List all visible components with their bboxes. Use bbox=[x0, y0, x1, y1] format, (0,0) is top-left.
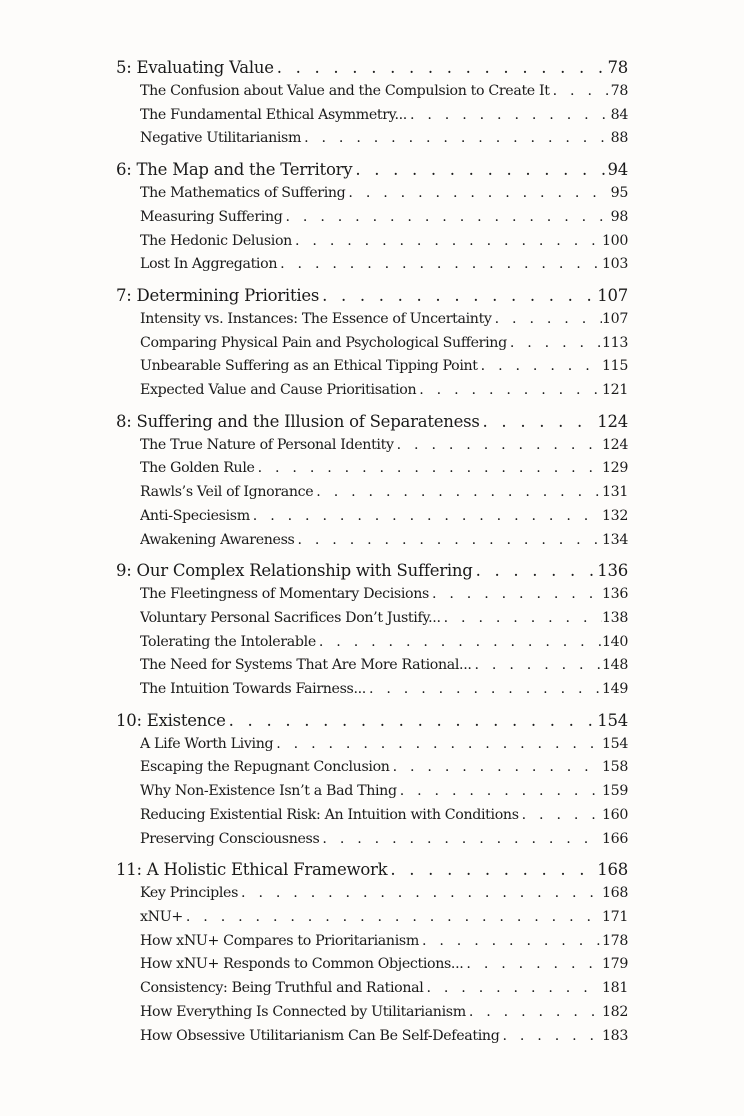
section-entry bbox=[140, 206, 628, 230]
chapter-entry bbox=[116, 158, 628, 182]
section-entry-title: Tolerating the Intolerable bbox=[140, 633, 316, 650]
chapter-entry bbox=[116, 56, 628, 80]
toc-chapter bbox=[116, 709, 628, 852]
dot-leader bbox=[394, 434, 602, 458]
section-entry bbox=[140, 505, 628, 529]
chapter-entry-title: 6: The Map and the Territory bbox=[116, 160, 353, 180]
section-entry-title: Voluntary Personal Sacrifices Don’t Justify... bbox=[140, 609, 441, 626]
section-entry-page-number: 148 bbox=[601, 657, 628, 674]
section-entry-title: Unbearable Suffering as an Ethical Tipping Point bbox=[140, 358, 478, 375]
chapter-entry-title: 10: Existence bbox=[116, 710, 226, 730]
section-entry-title: How Everything Is Connected by Utilitarianism bbox=[140, 1003, 466, 1020]
section-entry-title: The True Nature of Personal Identity bbox=[140, 436, 394, 453]
chapter-entry-page-number: 107 bbox=[597, 285, 628, 305]
section-entry-title: The Need for Systems That Are More Rational... bbox=[140, 657, 472, 674]
section-entry bbox=[140, 977, 628, 1001]
section-entry-page-number: 160 bbox=[601, 806, 628, 823]
section-entry-page-number: 181 bbox=[601, 980, 628, 997]
section-entry-title: How xNU+ Responds to Common Objections... bbox=[140, 956, 464, 973]
section-entry bbox=[140, 1001, 628, 1025]
section-entry-page-number: 100 bbox=[601, 232, 628, 249]
chapter-entry-title: 5: Evaluating Value bbox=[116, 58, 274, 77]
chapter-entry bbox=[116, 284, 628, 308]
section-entry-page-number: 179 bbox=[601, 956, 628, 973]
section-entry bbox=[140, 583, 628, 607]
section-entry bbox=[140, 654, 628, 678]
section-entry bbox=[140, 434, 628, 458]
section-entry bbox=[140, 104, 628, 128]
section-entry bbox=[140, 756, 628, 780]
dot-leader bbox=[319, 284, 597, 308]
section-entry-page-number: 88 bbox=[610, 130, 628, 147]
chapter-entry-title: 9: Our Complex Relationship with Suffering bbox=[116, 561, 473, 581]
section-entry-title: Rawls’s Veil of Ignorance bbox=[140, 484, 314, 501]
section-entry bbox=[140, 379, 628, 403]
dot-leader bbox=[407, 104, 611, 128]
chapter-entry-page-number: 94 bbox=[607, 160, 628, 180]
section-entry bbox=[140, 182, 628, 206]
dot-leader bbox=[429, 583, 602, 607]
section-entry bbox=[140, 230, 628, 254]
section-entry-title: The Intuition Towards Fairness... bbox=[140, 681, 366, 698]
dot-leader bbox=[255, 457, 602, 481]
section-entry-title: A Life Worth Living bbox=[140, 735, 274, 752]
dot-leader bbox=[507, 332, 602, 356]
table-of-contents bbox=[116, 56, 628, 1055]
section-entry bbox=[140, 631, 628, 655]
section-entry-page-number: 178 bbox=[601, 932, 628, 949]
chapter-entry bbox=[116, 709, 628, 733]
section-entry-page-number: 159 bbox=[601, 783, 628, 800]
section-entry-page-number: 136 bbox=[601, 586, 628, 603]
section-entry-page-number: 183 bbox=[601, 1027, 628, 1044]
dot-leader bbox=[472, 654, 602, 678]
dot-leader bbox=[313, 481, 602, 505]
section-entry bbox=[140, 906, 628, 930]
chapter-entry-page-number: 168 bbox=[597, 860, 628, 880]
dot-leader bbox=[441, 607, 602, 631]
section-entry-page-number: 115 bbox=[601, 358, 628, 375]
toc-chapter bbox=[116, 56, 628, 151]
section-entry bbox=[140, 308, 628, 332]
chapter-entry bbox=[116, 858, 628, 882]
section-entry-page-number: 168 bbox=[601, 885, 628, 902]
section-entry-page-number: 98 bbox=[610, 208, 628, 225]
section-entry-page-number: 138 bbox=[601, 609, 628, 626]
section-entry-page-number: 113 bbox=[601, 334, 628, 351]
dot-leader bbox=[301, 127, 611, 151]
section-entry-title: Why Non-Existence Isn’t a Bad Thing bbox=[140, 783, 397, 800]
chapter-entry bbox=[116, 410, 628, 434]
section-entry-page-number: 134 bbox=[601, 531, 628, 548]
section-entry-page-number: 166 bbox=[601, 830, 628, 847]
section-entry-title: How Obsessive Utilitarianism Can Be Self-Defeating bbox=[140, 1027, 500, 1044]
section-entry-page-number: 103 bbox=[601, 256, 628, 273]
section-entry bbox=[140, 828, 628, 852]
section-entry bbox=[140, 804, 628, 828]
chapter-entry-page-number: 78 bbox=[607, 58, 628, 77]
dot-leader bbox=[390, 756, 602, 780]
section-entry-title: Consistency: Being Truthful and Rational bbox=[140, 980, 424, 997]
dot-leader bbox=[283, 206, 611, 230]
section-entry-title: How xNU+ Compares to Prioritarianism bbox=[140, 932, 419, 949]
section-entry-page-number: 182 bbox=[601, 1003, 628, 1020]
toc-chapter bbox=[116, 858, 628, 1048]
section-entry-page-number: 107 bbox=[601, 310, 628, 327]
section-entry bbox=[140, 457, 628, 481]
dot-leader bbox=[352, 158, 607, 182]
dot-leader bbox=[345, 182, 610, 206]
section-entry-title: The Golden Rule bbox=[140, 460, 255, 477]
section-entry-title: Negative Utilitarianism bbox=[140, 130, 302, 147]
dot-leader bbox=[316, 631, 602, 655]
section-entry bbox=[140, 481, 628, 505]
dot-leader bbox=[397, 780, 602, 804]
dot-leader bbox=[478, 355, 602, 379]
section-entry bbox=[140, 733, 628, 757]
section-entry-page-number: 158 bbox=[601, 759, 628, 776]
section-entry-title: Measuring Suffering bbox=[140, 208, 283, 225]
dot-leader bbox=[274, 56, 608, 80]
section-entry bbox=[140, 80, 628, 104]
section-entry-page-number: 84 bbox=[610, 106, 628, 123]
chapter-entry-page-number: 124 bbox=[597, 411, 628, 431]
dot-leader bbox=[319, 828, 602, 852]
section-entry-title: Preserving Consciousness bbox=[140, 830, 320, 847]
dot-leader bbox=[423, 977, 602, 1001]
dot-leader bbox=[519, 804, 602, 828]
dot-leader bbox=[292, 230, 602, 254]
section-entry bbox=[140, 529, 628, 553]
section-entry-title: Lost In Aggregation bbox=[140, 256, 278, 273]
dot-leader bbox=[226, 709, 598, 733]
section-entry bbox=[140, 678, 628, 702]
section-entry-title: The Hedonic Delusion bbox=[140, 232, 292, 249]
section-entry-page-number: 140 bbox=[601, 633, 628, 650]
section-entry-page-number: 149 bbox=[601, 681, 628, 698]
dot-leader bbox=[499, 1025, 602, 1049]
toc-chapter bbox=[116, 410, 628, 553]
section-entry-page-number: 171 bbox=[601, 908, 628, 925]
dot-leader bbox=[463, 953, 602, 977]
chapter-entry bbox=[116, 559, 628, 583]
section-entry-title: The Confusion about Value and the Compulsion to Create It bbox=[140, 83, 550, 99]
dot-leader bbox=[366, 678, 602, 702]
section-entry bbox=[140, 607, 628, 631]
toc-chapter bbox=[116, 559, 628, 702]
section-entry bbox=[140, 780, 628, 804]
section-entry-page-number: 78 bbox=[610, 83, 628, 99]
section-entry-page-number: 95 bbox=[610, 185, 628, 202]
chapter-entry-title: 7: Determining Priorities bbox=[116, 285, 320, 305]
section-entry bbox=[140, 253, 628, 277]
dot-leader bbox=[273, 733, 602, 757]
section-entry-title: The Fleetingness of Momentary Decisions bbox=[140, 586, 429, 603]
section-entry-title: Comparing Physical Pain and Psychological Suffering bbox=[140, 334, 507, 351]
chapter-entry-page-number: 136 bbox=[597, 561, 628, 581]
section-entry-page-number: 124 bbox=[601, 436, 628, 453]
dot-leader bbox=[466, 1001, 602, 1025]
section-entry-page-number: 129 bbox=[601, 460, 628, 477]
dot-leader bbox=[183, 906, 602, 930]
section-entry bbox=[140, 127, 628, 151]
section-entry-page-number: 154 bbox=[601, 735, 628, 752]
chapter-entry-title: 11: A Holistic Ethical Framework bbox=[116, 860, 388, 880]
dot-leader bbox=[250, 505, 602, 529]
toc-chapter bbox=[116, 158, 628, 277]
section-entry-page-number: 131 bbox=[601, 484, 628, 501]
dot-leader bbox=[550, 80, 611, 104]
section-entry-page-number: 132 bbox=[601, 507, 628, 524]
section-entry bbox=[140, 332, 628, 356]
section-entry bbox=[140, 930, 628, 954]
section-entry-title: Expected Value and Cause Prioritisation bbox=[140, 382, 417, 399]
section-entry-title: Key Principles bbox=[140, 885, 239, 902]
toc-chapter bbox=[116, 284, 628, 403]
section-entry-title: The Fundamental Ethical Asymmetry... bbox=[140, 106, 407, 123]
dot-leader bbox=[294, 529, 602, 553]
dot-leader bbox=[419, 930, 602, 954]
section-entry bbox=[140, 882, 628, 906]
dot-leader bbox=[480, 410, 598, 434]
chapter-entry-title: 8: Suffering and the Illusion of Separateness bbox=[116, 411, 480, 431]
dot-leader bbox=[473, 559, 598, 583]
dot-leader bbox=[387, 858, 597, 882]
section-entry-title: Escaping the Repugnant Conclusion bbox=[140, 759, 390, 776]
section-entry-title: Intensity vs. Instances: The Essence of Uncertainty bbox=[140, 310, 492, 327]
section-entry-page-number: 121 bbox=[601, 382, 628, 399]
dot-leader bbox=[238, 882, 602, 906]
section-entry bbox=[140, 355, 628, 379]
section-entry-title: xNU+ bbox=[140, 908, 183, 925]
chapter-entry-page-number: 154 bbox=[597, 710, 628, 730]
section-entry bbox=[140, 1025, 628, 1049]
dot-leader bbox=[416, 379, 602, 403]
dot-leader bbox=[492, 308, 602, 332]
section-entry-title: Awakening Awareness bbox=[140, 531, 295, 548]
dot-leader bbox=[277, 253, 602, 277]
section-entry bbox=[140, 953, 628, 977]
section-entry-title: The Mathematics of Suffering bbox=[140, 185, 346, 202]
section-entry-title: Anti-Speciesism bbox=[140, 507, 250, 524]
section-entry-title: Reducing Existential Risk: An Intuition with Conditions bbox=[140, 806, 519, 823]
